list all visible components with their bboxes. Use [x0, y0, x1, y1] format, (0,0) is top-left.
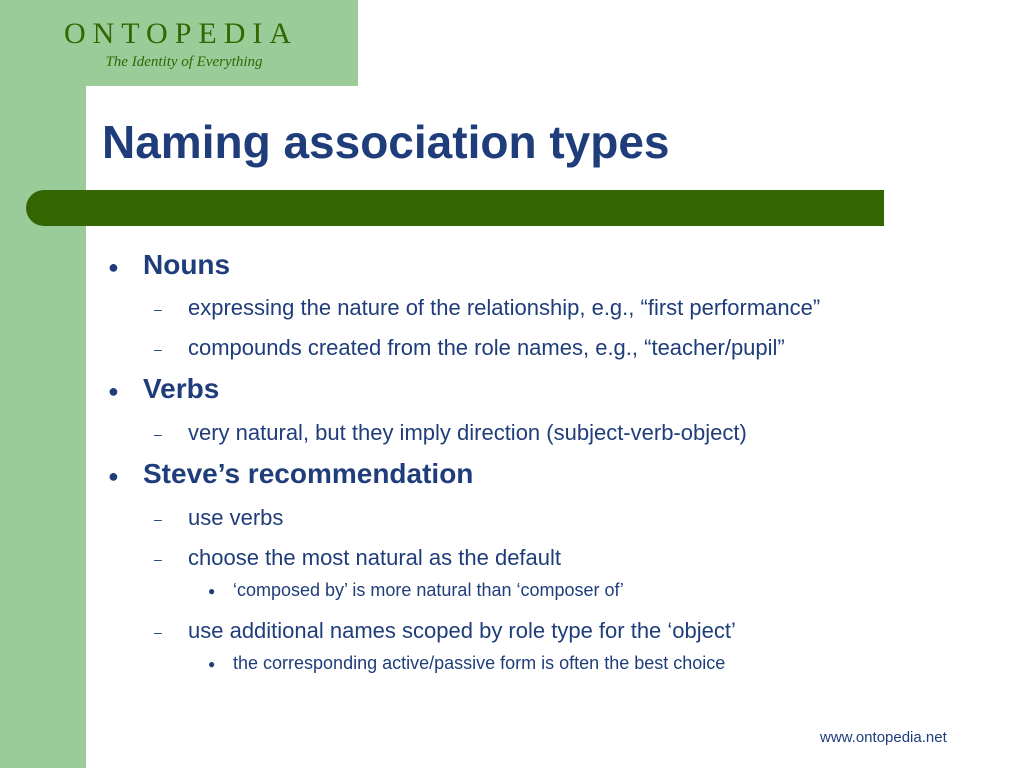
- slide-title: Naming association types: [102, 116, 670, 168]
- sub-sub-item-text: the corresponding active/passive form is often the best choice: [233, 653, 726, 673]
- bullet-text: Verbs: [143, 373, 220, 404]
- bullet-dot-icon: ●: [108, 381, 119, 401]
- dash-icon: –: [154, 301, 162, 317]
- dash-icon: –: [154, 426, 162, 442]
- logo-tagline: The Identity of Everything: [105, 54, 263, 70]
- sub-item-text: choose the most natural as the default: [188, 545, 562, 570]
- sub-item-text: expressing the nature of the relationship, e.g., “first performance”: [188, 295, 821, 320]
- bullet-text: Nouns: [143, 249, 231, 280]
- sub-sub-item-text: ‘composed by’ is more natural than ‘composer of’: [233, 580, 624, 600]
- bullet-dot-icon: ●: [108, 466, 119, 486]
- footer-url: www.ontopedia.net: [820, 729, 947, 746]
- bullet-dot-icon: ●: [208, 584, 216, 598]
- dash-icon: –: [154, 511, 162, 527]
- logo-name: ONTOPEDIA: [63, 17, 299, 50]
- dash-icon: –: [154, 341, 162, 357]
- dash-icon: –: [154, 551, 162, 567]
- sub-item-text: very natural, but they imply direction (subject-verb-object): [188, 420, 747, 445]
- bullet-text: Steve’s recommendation: [143, 458, 474, 489]
- ontopedia-logo: [0, 16, 358, 71]
- bullet-dot-icon: ●: [208, 657, 216, 671]
- left-decor-band: [0, 0, 86, 768]
- title-underline-bar: [26, 190, 884, 226]
- bullet-dot-icon: ●: [108, 257, 119, 277]
- dash-icon: –: [154, 624, 162, 640]
- sub-item-text: use additional names scoped by role type for the ‘object’: [188, 618, 736, 643]
- sub-item-text: use verbs: [188, 505, 284, 530]
- sub-item-text: compounds created from the role names, e.g., “teacher/pupil”: [188, 335, 785, 360]
